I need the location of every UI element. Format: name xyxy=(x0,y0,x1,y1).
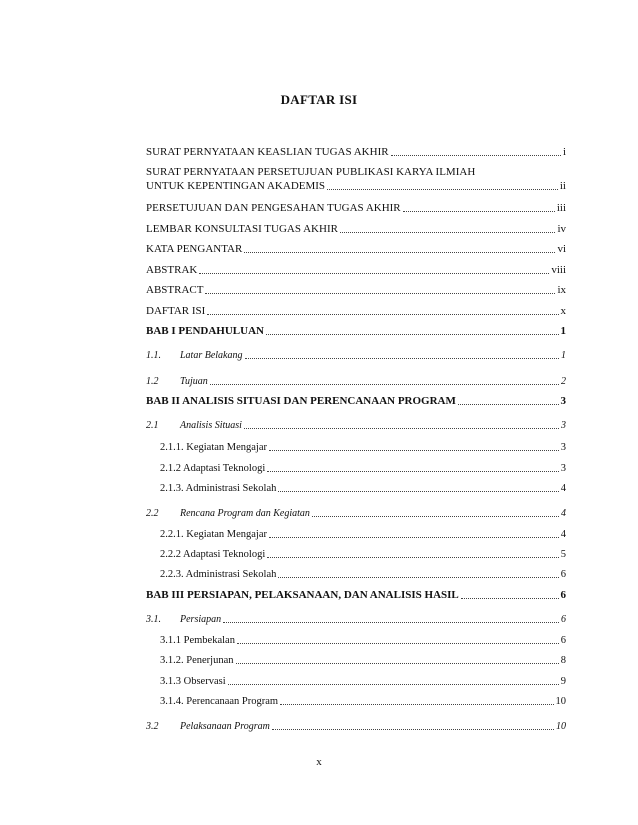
toc-entry-page: 4 xyxy=(560,483,566,494)
dot-leader xyxy=(458,404,559,405)
toc-entry-page: 3 xyxy=(560,395,566,407)
toc-entry-label: 2.2.1. Kegiatan Mengajar xyxy=(160,529,268,540)
toc-subsection xyxy=(160,548,566,561)
toc-entry-page: viii xyxy=(551,264,566,276)
toc-entry-page: ii xyxy=(559,180,566,192)
toc-entry-label: 3.1.2. Penerjunan xyxy=(160,655,234,666)
dot-leader xyxy=(210,384,559,385)
toc-entry-label: ABSTRACT xyxy=(146,284,204,296)
toc-entry-label: BAB I PENDAHULUAN xyxy=(146,325,264,337)
toc-section-number: 2.2 xyxy=(146,508,159,519)
toc-chapter xyxy=(146,325,566,338)
toc-entry-page: 4 xyxy=(561,508,566,519)
toc-entry-page: 8 xyxy=(560,655,566,666)
toc-entry-label: 2.2.3. Administrasi Sekolah xyxy=(160,569,277,580)
dot-leader xyxy=(266,334,559,335)
toc-subsection xyxy=(160,634,566,647)
toc-entry xyxy=(146,243,566,256)
dot-leader xyxy=(236,663,559,664)
toc-subsection xyxy=(160,482,566,495)
toc-entry-page: vi xyxy=(557,243,566,255)
toc-entry-page: 10 xyxy=(555,696,566,707)
toc-entry-page: 6 xyxy=(560,589,566,601)
toc-section-number: 3.1. xyxy=(146,614,161,625)
toc-subsection xyxy=(160,695,566,708)
toc-entry-page: iii xyxy=(556,202,566,214)
toc-chapter xyxy=(146,395,566,408)
toc-entry-label: Tujuan xyxy=(180,376,208,387)
dot-leader xyxy=(223,622,559,623)
toc-entry-page: 9 xyxy=(560,676,566,687)
toc-section xyxy=(146,720,566,733)
toc-entry-page: 10 xyxy=(556,721,566,732)
toc-entry-page: 3 xyxy=(560,463,566,474)
dot-leader xyxy=(403,211,555,212)
toc-entry-label-line1: SURAT PERNYATAAN PERSETUJUAN PUBLIKASI KARYA ILMIAH xyxy=(146,166,476,178)
toc-entry xyxy=(146,223,566,236)
dot-leader xyxy=(278,491,558,492)
toc-entry xyxy=(146,202,566,215)
toc-section-number: 1.1. xyxy=(146,350,161,361)
toc-subsection xyxy=(160,441,566,454)
toc-entry-label: 2.1.1. Kegiatan Mengajar xyxy=(160,442,268,453)
toc-section xyxy=(146,613,566,626)
toc-entry-label: Rencana Program dan Kegiatan xyxy=(180,508,310,519)
dot-leader xyxy=(280,704,553,705)
toc-section-number: 1.2 xyxy=(146,376,159,387)
toc-entry-page: ix xyxy=(557,284,566,296)
dot-leader xyxy=(267,557,559,558)
toc-entry-page: 6 xyxy=(561,614,566,625)
toc-subsection xyxy=(160,654,566,667)
toc-entry xyxy=(146,146,566,159)
toc-entry-label: DAFTAR ISI xyxy=(146,305,206,317)
dot-leader xyxy=(228,684,559,685)
dot-leader xyxy=(461,598,559,599)
dot-leader xyxy=(269,450,559,451)
page-number: x xyxy=(316,756,322,768)
dot-leader xyxy=(207,314,558,315)
toc-entry-label: PERSETUJUAN DAN PENGESAHAN TUGAS AKHIR xyxy=(146,202,401,214)
dot-leader xyxy=(327,189,558,190)
toc-entry-label: BAB III PERSIAPAN, PELAKSANAAN, DAN ANALISIS HASIL xyxy=(146,589,459,601)
toc-entry-label: BAB II ANALISIS SITUASI DAN PERENCANAAN PROGRAM xyxy=(146,395,456,407)
toc-section-number: 3.2 xyxy=(146,721,159,732)
toc-section xyxy=(146,507,566,520)
dot-leader xyxy=(244,252,555,253)
toc-entry-label: KATA PENGANTAR xyxy=(146,243,243,255)
toc-entry-page: 1 xyxy=(561,350,566,361)
toc-subsection xyxy=(160,568,566,581)
toc-entry-page: 2 xyxy=(561,376,566,387)
toc-entry-label: SURAT PERNYATAAN KEASLIAN TUGAS AKHIR xyxy=(146,146,389,158)
dot-leader xyxy=(244,428,559,429)
toc-section xyxy=(146,419,566,432)
dot-leader xyxy=(267,471,559,472)
toc-entry-page: 3 xyxy=(561,420,566,431)
toc-entry-label: Latar Belakang xyxy=(180,350,243,361)
toc-section xyxy=(146,375,566,388)
page-title: DAFTAR ISI xyxy=(280,92,358,107)
toc-entry-label: 3.1.3 Observasi xyxy=(160,676,226,687)
dot-leader xyxy=(312,516,559,517)
dot-leader xyxy=(237,643,559,644)
toc-entry-page: i xyxy=(562,146,566,158)
toc-entry-page: 1 xyxy=(560,325,566,337)
toc-entry-label: LEMBAR KONSULTASI TUGAS AKHIR xyxy=(146,223,338,235)
toc-entry xyxy=(146,264,566,277)
dot-leader xyxy=(340,232,555,233)
toc-entry-page: 6 xyxy=(560,569,566,580)
dot-leader xyxy=(391,155,561,156)
toc-subsection xyxy=(160,528,566,541)
toc-subsection xyxy=(160,675,566,688)
toc-section-number: 2.1 xyxy=(146,420,159,431)
toc-entry-page: 6 xyxy=(560,635,566,646)
toc-entry xyxy=(146,284,566,297)
dot-leader xyxy=(272,729,554,730)
dot-leader xyxy=(205,293,555,294)
toc-entry-label: 3.1.1 Pembekalan xyxy=(160,635,235,646)
toc-entry-label: 3.1.4. Perencanaan Program xyxy=(160,696,279,707)
toc-entry-label: 2.2.2 Adaptasi Teknologi xyxy=(160,549,266,560)
dot-leader xyxy=(245,358,560,359)
toc-chapter xyxy=(146,589,566,602)
toc-subsection xyxy=(160,462,566,475)
dot-leader xyxy=(199,273,549,274)
toc-entry-label: Analisis Situasi xyxy=(180,420,242,431)
toc-entry-page: 5 xyxy=(560,549,566,560)
toc-entry-page: 4 xyxy=(560,529,566,540)
toc-entry-label: Pelaksanaan Program xyxy=(180,721,270,732)
toc-entry-label: UNTUK KEPENTINGAN AKADEMIS xyxy=(146,180,326,192)
dot-leader xyxy=(278,577,558,578)
toc-entry-page: 3 xyxy=(560,442,566,453)
toc-entry-page: x xyxy=(560,305,566,317)
dot-leader xyxy=(269,537,559,538)
toc-entry-label: 2.1.3. Administrasi Sekolah xyxy=(160,483,277,494)
toc-entry xyxy=(146,305,566,318)
toc-entry-label: 2.1.2 Adaptasi Teknologi xyxy=(160,463,266,474)
toc-section xyxy=(146,349,566,362)
toc-entry-label: Persiapan xyxy=(180,614,222,625)
toc-entry-page: iv xyxy=(557,223,566,235)
toc-entry-label: ABSTRAK xyxy=(146,264,198,276)
